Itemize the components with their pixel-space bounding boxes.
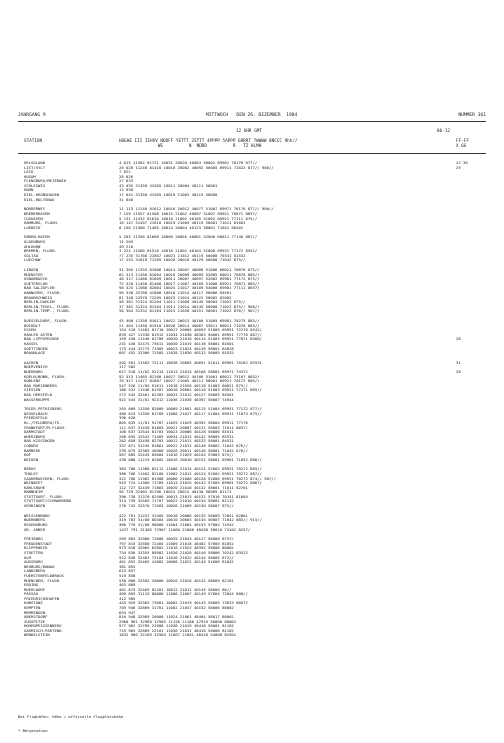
station-data: 28 026 <box>119 174 134 179</box>
station-name: MUENSTER <box>24 272 43 277</box>
station-name: BERUS <box>24 467 36 472</box>
station-data: 269 803 32980 72006 10035 21043 40127 58008 8757/ <box>119 537 234 542</box>
station-name: STUTTGART, FLUGH. <box>24 494 64 499</box>
station-name: BAD SALZUFLEN <box>24 286 55 291</box>
station-name: OEHRINGEN <box>24 504 46 509</box>
station-data: 401 875 32465 82201 10012 21012 40145 58004 86// <box>119 587 232 592</box>
station-data: 16 147 31457 21610 10019 21004 40119 58001 71011 81601 <box>119 221 246 226</box>
station-row <box>24 528 484 533</box>
station-data: 553 724 11360 71709 11013 21025 40132 57005 69901 70272 8867/ <box>119 481 262 486</box>
footnote-mountain-station: * Bergstation <box>18 727 48 733</box>
station-name: MEMMINGEN <box>24 610 46 615</box>
station-name: LINGEN <box>24 268 39 273</box>
station-name: WEISSENBURG <box>24 513 50 518</box>
station-name: HAMBURG, FLUGH. <box>24 221 60 226</box>
time-range: 06-12 <box>437 129 450 134</box>
station-name: OSNABRUECK <box>24 277 48 282</box>
station-data: 719 963 32689 22101 11036 21031 48416 58006 81102 <box>119 628 234 633</box>
station-data: 480 615 11356 81709 11008 21017 40117 51004 69911 71073 875// <box>119 411 262 416</box>
station-data: 438 688 11215 82002 10016 20010 40152 58001 69901 71052 886// <box>119 457 262 462</box>
station-name: KARLSRUHE <box>24 485 46 490</box>
station-data: 2960 961 32989 12905 11126 21186 47919 50000 80002 <box>119 619 237 624</box>
station-data: 412 905 <box>119 596 136 601</box>
station-data: 734 836 31355 89902 11026 21020 40140 58006 70242 83522 <box>119 551 248 556</box>
issue-date: MITTWOCH DEN 26. DEZEMBER 1984 <box>206 113 298 118</box>
station-data: 11 205 <box>119 240 134 245</box>
station-name: AHLHORN <box>24 244 41 249</box>
column-codes-line2: WE N NDDD R TZ HLMH <box>119 144 262 149</box>
station-name: WUERZBURG <box>24 434 46 439</box>
station-data: 314 739 32565 71707 10022 21010 40134 58001 81112 <box>119 499 234 504</box>
station-data: 96 729 32465 81706 10024 20012 40130 58009 81171 <box>119 490 232 495</box>
station-data: 461 852 32465 41802 10008 21022 40144 51006 81842 <box>119 560 234 565</box>
gust-value: 28 <box>456 336 461 342</box>
station-name: BRAUNLAGE <box>24 351 46 356</box>
station-data: 272 542 32461 62303 10033 21012 40127 58005 84501 <box>119 392 234 397</box>
gust-value: 31 <box>456 359 461 365</box>
station-name: DEUSELBACH <box>24 411 48 416</box>
station-name: FUERSTENFELDBRUCK <box>24 573 64 578</box>
station-name: HANNOVER, FLUGH. <box>24 291 62 296</box>
column-gusts-line2: X 6G <box>456 144 467 149</box>
station-data: 530 866 32582 20000 10020 21020 40142 58009 82101 <box>119 578 234 583</box>
station-data: 175 444 32775 71905 10023 21024 40126 58001 84828 <box>119 346 234 351</box>
station-name: PFERDSFELD <box>24 416 48 421</box>
station-data: 56 338 32768 41808 10018 21014 40117 58006 84501 <box>119 291 232 296</box>
station-name: KIEL-HOLTENAU <box>24 197 55 202</box>
station-data: 1832 980 32189 32504 11067 21081 48418 54000 82501 <box>119 633 237 638</box>
station-name: NEUBURG/DONAU <box>24 564 55 569</box>
station-name: AUGSBURG <box>24 560 43 565</box>
column-gusts-line1: FF-FF <box>456 139 469 144</box>
station-name: HELGOLAND <box>24 161 46 165</box>
station-data: 443 929 32362 73001 10002 21019 40143 58005 73633 86072 <box>119 601 248 606</box>
station-name: BREMEN, FLUGH. <box>24 249 57 254</box>
station-data: 43 035 31350 41505 10011 20004 40111 58001 <box>119 183 218 188</box>
station-row <box>24 458 484 463</box>
station-name: SOLTAU <box>24 253 39 258</box>
station-name: FREUDENSTADT <box>24 541 53 546</box>
station-name: WEIDEN <box>24 457 39 462</box>
issue-number: NUMMER 361 <box>458 113 486 118</box>
station-name: WENDELSTEIN <box>24 633 50 638</box>
station-name: BRAUNSCHWEIG <box>24 295 53 300</box>
station-data: 634 947 <box>119 610 136 615</box>
station-data: 276 742 32570 71503 10026 21009 40130 58007 875// <box>119 504 234 509</box>
station-name: DUESSELDORF, FLUGH. <box>24 319 69 324</box>
station-name: GR. ARBER <box>24 527 46 532</box>
station-name: SAARBRUECKEN, FLUGH. <box>24 476 71 481</box>
header-rule-top <box>18 121 486 122</box>
station-name: BREMERHAVEN <box>24 211 50 216</box>
station-name: NUERBURG <box>24 370 43 375</box>
station-name: KASSEL <box>24 341 39 346</box>
station-data: 17 253 31618 71205 10020 20010 40129 50000 71042 875// <box>119 258 246 263</box>
station-row <box>24 351 484 356</box>
station-name: ESSEN <box>24 328 36 333</box>
header-rule-bottom <box>18 153 486 154</box>
footnotes <box>18 706 123 743</box>
gust-value: 28 <box>456 369 461 375</box>
station-data: 805 635 11/01 91707 11029 21029 48392 58004 69911 77176 <box>119 421 248 426</box>
station-name: KL./FELDBERG/TS. <box>24 421 62 426</box>
station-data: 5 203 11356 81608 10009 20005 40081 52006 60011 77146 887// <box>119 235 258 240</box>
station-name: ZUGSPITZE <box>24 619 46 624</box>
station-data: 705 946 32869 31701 11002 21057 40152 58006 80002 <box>119 605 234 610</box>
station-name: BERLIN-TEGEL, FLUGH. <box>24 304 71 309</box>
station-name: NUERNBERG <box>24 518 46 523</box>
station-data: 921 544 31/01 92312 11036 21036 48397 58007 74944 <box>119 397 234 402</box>
station-data: 111 637 31445 81803 10021 20007 40131 58003 71011 8657/ <box>119 425 248 430</box>
station-name: HOF <box>24 453 32 458</box>
station-name: FRIEDRICHSHAFEN <box>24 596 60 601</box>
station-name: GUETERSLOH <box>24 281 48 286</box>
station-data: 11 113 11240 81612 10016 20012 40077 51007 69971 76176 877// 906// <box>119 207 274 212</box>
station-name: BAD MARIENBERG <box>24 383 57 388</box>
station-data: 4 015 11362 81721 10031 20020 40084 50002 69961 76176 877// <box>119 161 258 165</box>
station-name: BAD LIPPSPRINGE <box>24 337 60 342</box>
station-name: LANDSBERG <box>24 569 46 574</box>
station-name: THOLEY <box>24 472 39 476</box>
station-data: 607 452 32366 72505 11028 21036 40132 58005 85532 <box>119 351 234 356</box>
station-name: CUXHAVEN <box>24 216 43 221</box>
station-data: 231 438 32475 73011 10030 21015 40116 58001 84501 <box>119 341 234 346</box>
station-data: 463 869 <box>119 583 136 588</box>
station-data: 81 348 22970 72205 10023 21024 40122 58002 82002 <box>119 295 232 300</box>
station-data: 282 658 32458 82703 10012 21011 40133 58001 84531 <box>119 439 234 444</box>
station-data: 72 320 11450 81408 10017 21007 40109 51008 69921 76871 885// <box>119 281 260 286</box>
station-name: FRANKFURT/M.FLUGH. <box>24 425 67 430</box>
station-data: 623 857 <box>119 569 136 574</box>
station-data: 154 410 11462 81710 10017 20005 40093 51005 69951 72276 8542/ <box>119 328 262 333</box>
station-data: 5 131 11432 81610 10010 21002 40105 51002 69921 77111 875// <box>119 216 258 221</box>
station-data: 117 502 <box>119 365 136 370</box>
station-name: FLENSBURG/MEIERWIK <box>24 179 67 184</box>
station-data: 239 675 32365 40900 10026 20011 40146 58001 71042 876// <box>119 448 248 453</box>
station-data: 45 400 11358 81611 10022 20013 40100 51005 69981 70275 885// <box>119 319 260 324</box>
station-data: 366 776 31/08 90000 11004 21004 40153 57004 74542 <box>119 522 234 527</box>
station-row <box>24 309 484 314</box>
station-data: 48 317 11460 81609 10011 20007 40097 52002 69961 77172 875// <box>119 277 260 282</box>
station-name: LECK <box>24 170 34 175</box>
footnote-airport-height: Bei Flughäfen: Höhe = offizielle Flugplatzhöhe <box>18 714 124 720</box>
station-data: 26 020 11240 81418 10010 20002 40092 50005 69911 72022 877// 906// <box>119 165 274 170</box>
station-name: HOHENPEISSENBERG <box>24 624 62 629</box>
station-name: FREIBURG <box>24 537 43 542</box>
station-name: BOCHOLT <box>24 323 41 328</box>
station-name: BERLIN-TEMP., FLUGH. <box>24 309 71 314</box>
station-name: DARMSTADT <box>24 430 46 435</box>
station-data: 319 763 31/00 80304 10010 20003 40145 50007 71042 885// 915// <box>119 518 262 523</box>
station-name: KIEL-KRONSHAGEN <box>24 193 60 198</box>
station-name: KOELN/BONN, FLUGH. <box>24 374 67 379</box>
station-name: GARMISCH-PARTENK. <box>24 628 64 633</box>
station-data: 810 948 32989 20000 11024 21061 48404 58017 80002 <box>119 615 234 620</box>
station-data: 386 706 11402 82106 11002 21012 40124 52002 69921 70272 887// <box>119 472 262 476</box>
station-name: GIESSEN <box>24 388 41 393</box>
station-data: 70 517 11477 81807 10027 21005 40111 58001 69921 70172 885// <box>119 379 260 384</box>
station-data: 62 313 11456 81604 10016 20009 40095 52005 60011 76876 885// <box>119 272 260 277</box>
station-name: REGENSBURG <box>24 522 48 527</box>
station-data: 522 838 32462 72104 11010 21022 40144 56005 872// <box>119 555 234 560</box>
station-row <box>24 258 484 263</box>
station-row <box>24 504 484 509</box>
station-data: 31 305 11333 81806 10014 20007 40088 51006 60021 76876 875// <box>119 268 260 273</box>
station-data: 797 815 32580 72404 11009 21018 48402 57005 81852 <box>119 541 234 546</box>
station-data: 337 671 31245 81801 10022 21012 40148 58002 71042 876// <box>119 443 248 448</box>
column-station: STATION <box>24 139 43 144</box>
station-row <box>24 226 484 231</box>
station-table <box>24 161 484 638</box>
station-data: 396 738 31370 82506 10013 21013 40132 57016 70341 81604 <box>119 494 248 499</box>
station-data: 49 218 <box>119 244 134 249</box>
station-data: 322 708 11362 81908 10000 21008 40128 52000 69921 70272 874// 907// <box>119 476 276 481</box>
station-data: 108 637 32544 81703 10023 20006 40128 58006 85531 <box>119 430 234 435</box>
gust-value: 29 <box>456 164 461 170</box>
station-name: COBURG <box>24 443 39 448</box>
station-data: 17 041 31350 41505 10019 21003 40115 50000 <box>119 193 218 198</box>
station-data: 50 384 31332 81104 11015 21028 40151 50001 71022 876// 907// <box>119 309 260 314</box>
station-name: SCHLESWIG <box>24 183 46 188</box>
station-data: 627 510 11/02 92214 11013 21013 40108 58001 69971 74372 <box>119 370 248 375</box>
station-data: 547 526 11/05 91611 11018 21020 40118 51003 60021 875// <box>119 383 248 388</box>
station-name: NORDERNEY <box>24 207 46 212</box>
station-name: TRIER-PETRISBERG <box>24 407 62 412</box>
gust-value: 22 30 <box>456 160 468 165</box>
station-data: 202 501 11582 72111 10038 20005 40091 51011 69901 70162 85531 <box>119 360 262 365</box>
station-data: 7 129 11557 81508 10015 21002 40097 51007 69921 76871 8657/ <box>119 211 258 216</box>
station-data: 839 427 11330 81912 11034 21038 48363 50001 69951 77776 887// <box>119 332 262 337</box>
station-name: BAMBERG <box>24 448 41 453</box>
station-data: 422 761 31257 31405 10018 20006 40135 58009 72841 82801 <box>119 513 248 518</box>
station-data: 37 382 31324 81204 11011 21014 40145 50000 71022 875// 908// <box>119 304 260 309</box>
station-name: BERLIN-DAHLEM <box>24 300 55 305</box>
station-data: 409 893 31115 80000 11006 21007 40149 57004 72844 886// <box>119 592 248 597</box>
station-name: AACHEN <box>24 360 39 365</box>
station-data: 58 381 31324 81204 11011 21009 40149 50004 71022 875// <box>119 300 246 305</box>
station-name: HOHN <box>24 188 34 193</box>
station-data: 567 685 32445 83004 11016 21029 40154 53003 875// <box>119 453 234 458</box>
station-data: 12 038 <box>119 188 134 193</box>
station-data: 268 655 32542 71405 10034 21013 40142 58005 85531 <box>119 434 234 439</box>
station-name: ULM <box>24 555 32 560</box>
station-name: KOBLENZ <box>24 379 41 384</box>
station-data: 112 727 32449 71803 10020 21010 40132 58001 71011 82701 <box>119 485 248 490</box>
column-codes-line1: HOEHE III IIHVV NDDFF YETTT 2STTT 4PPPP 5APPP 6RRRT 7WWWW 8NCCC 9hh// <box>119 139 298 144</box>
station-name: OBERSTDORF <box>24 615 48 620</box>
station-data: 265 609 11350 82009 10009 21001 40115 51004 69951 77172 877// <box>119 407 262 412</box>
station-data: 21 404 11450 81910 10026 20014 40087 53011 60011 71076 885// <box>119 323 260 328</box>
station-data: 31 046 <box>119 197 134 202</box>
station-data: 973 818 32965 62002 11016 21023 48392 58006 80002 <box>119 546 234 551</box>
station-data: 186 532 11446 81507 10010 20002 40126 51003 69921 77171 885// <box>119 388 262 393</box>
station-row <box>24 398 484 403</box>
station-data: 363 706 11368 82112 11006 21015 40124 52002 69931 70272 885// <box>119 467 262 472</box>
station-name: BAD HERSFELD <box>24 392 53 397</box>
station-data: 7 022 <box>119 170 131 175</box>
station-data: 977 962 32789 21908 11038 21019 48416 58001 81102 <box>119 624 234 629</box>
station-data: 159 430 11446 81708 10020 21010 40114 51003 69921 77871 8568/ <box>119 337 262 342</box>
station-name: MANNHEIM <box>24 490 43 495</box>
station-data: 8 156 21360 71405 10014 20004 40123 58001 71042 86402 <box>119 225 244 230</box>
station-name: WASSERKUPPE <box>24 397 50 402</box>
station-name: LIST/SYLT <box>24 165 46 170</box>
station-row <box>24 198 484 203</box>
station-row <box>24 633 484 638</box>
station-data: 27 033 <box>119 179 134 184</box>
station-name: KEMPTEN <box>24 605 41 610</box>
station-data: 381 853 <box>119 564 136 569</box>
station-name: OLDENBURG <box>24 240 46 245</box>
station-name: KAHLER ASTEN <box>24 332 53 337</box>
station-data: 1437 791 31305 72907 11060 21068 48458 58010 74162 8257/ <box>119 527 251 532</box>
station-name: STUTTGART/SCHNARRENB. <box>24 499 74 504</box>
volume-label: JAHRGANG 9 <box>18 113 46 118</box>
station-data: 77 235 31760 21807 10021 21012 40119 50000 70341 81532 <box>119 253 246 258</box>
station-name: WEINBIET <box>24 481 43 486</box>
station-name: LUEBECK <box>24 225 41 230</box>
station-name: EMDEN-HAFEN <box>24 235 50 240</box>
station-name: PASSAU <box>24 592 39 597</box>
station-name: KLIPPENECK <box>24 546 48 551</box>
station-name: ERDING <box>24 583 39 588</box>
station-data: 92 513 11465 81208 10027 20012 40106 51001 60011 75167 8652/ <box>119 374 260 379</box>
station-name: STOETTEN <box>24 551 43 556</box>
station-name: MUENCHEN, FLUGH. <box>24 578 62 583</box>
station-name: BAD KISSINGEN <box>24 439 55 444</box>
station-name: KONSTANZ <box>24 601 43 606</box>
station-name: LUECHOW <box>24 258 41 263</box>
station-name: MUEHLDORF <box>24 587 46 592</box>
station-data: 98 325 11568 82004 10024 21017 40109 54000 69901 77111 8657/ <box>119 286 260 291</box>
station-name: NOERVENICH <box>24 365 48 370</box>
station-data: 519 858 <box>119 573 136 578</box>
station-name: HUSUM <box>24 174 36 179</box>
station-data: 396 626 <box>119 416 136 421</box>
station-data: 3 224 11560 81510 10016 21002 40104 51008 69931 77172 8552/ <box>119 249 258 254</box>
station-name: GOETTINGEN <box>24 346 48 351</box>
observation-time: 12 UHR GMT <box>236 129 262 134</box>
